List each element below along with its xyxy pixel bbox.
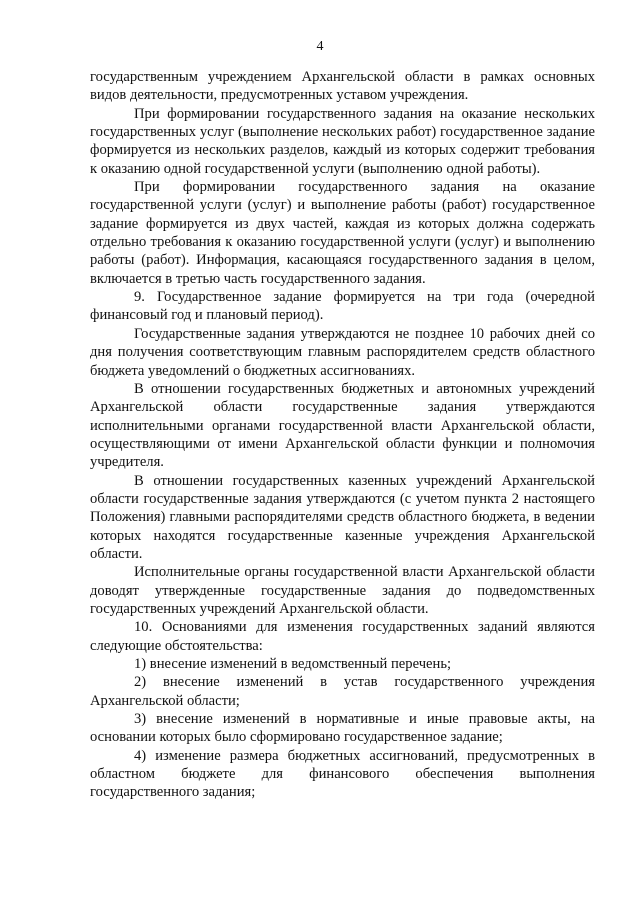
paragraph: В отношении государственных казенных учреждений Архангельской области государственные задания утверждаются (с учетом пункта 2 настоящего Положения) главными распорядителями средств областного бюджета, в ведении которых находятся государственные казенные учреждения Архангельской области.	[90, 472, 595, 562]
paragraph: При формировании государственного задания на оказание государственной услуги (услуг) и выполнение работы (работ) государственное задание формируется из двух частей, каждая из которых должна содержать отдельно требования к оказанию государственной услуги (услуг) и выполнению работы (работ). Информация, касающаяся государственного задания в целом, включается в третью часть государственного задания.	[90, 179, 595, 287]
list-item-3: 3) внесение изменений в нормативные и иные правовые акты, на основании которых было сформировано государственное задание;	[90, 711, 595, 746]
paragraph-continuation: государственным учреждением Архангельской области в рамках основных видов деятельности, предусмотренных уставом учреждения.	[90, 69, 595, 104]
paragraph-item-10: 10. Основаниями для изменения государственных заданий являются следующие обстоятельства:	[90, 619, 595, 654]
list-item-4: 4) изменение размера бюджетных ассигнований, предусмотренных в областном бюджете для финансового обеспечения выполнения государственного задания;	[90, 747, 595, 801]
paragraph: Государственные задания утверждаются не позднее 10 рабочих дней со дня получения соответствующим главным распорядителем средств областного бюджета уведомлений о бюджетных ассигнованиях.	[90, 325, 595, 379]
paragraph-item-9: 9. Государственное задание формируется на три года (очередной финансовый год и плановый период).	[90, 289, 595, 324]
list-item-1: 1) внесение изменений в ведомственный перечень;	[134, 656, 452, 672]
paragraph: При формировании государственного задания на оказание нескольких государственных услуг (выполнение нескольких работ) государственное задание формируется из нескольких разделов, каждый из которых содержит требования к оказанию одной государственной услуги (выполнению одной работы).	[90, 105, 595, 177]
page-number: 4	[316, 39, 324, 54]
list-item-2: 2) внесение изменений в устав государственного учреждения Архангельской области;	[90, 674, 595, 709]
body-text	[90, 68, 595, 802]
paragraph: В отношении государственных бюджетных и автономных учреждений Архангельской области государственные задания утверждаются исполнительными органами государственной власти Архангельской области, осуществляющими от имени Архангельской области функции и полномочия учредителя.	[90, 380, 595, 471]
paragraph: Исполнительные органы государственной власти Архангельской области доводят утвержденные государственные задания до подведомственных государственных учреждений Архангельской области.	[90, 564, 595, 617]
